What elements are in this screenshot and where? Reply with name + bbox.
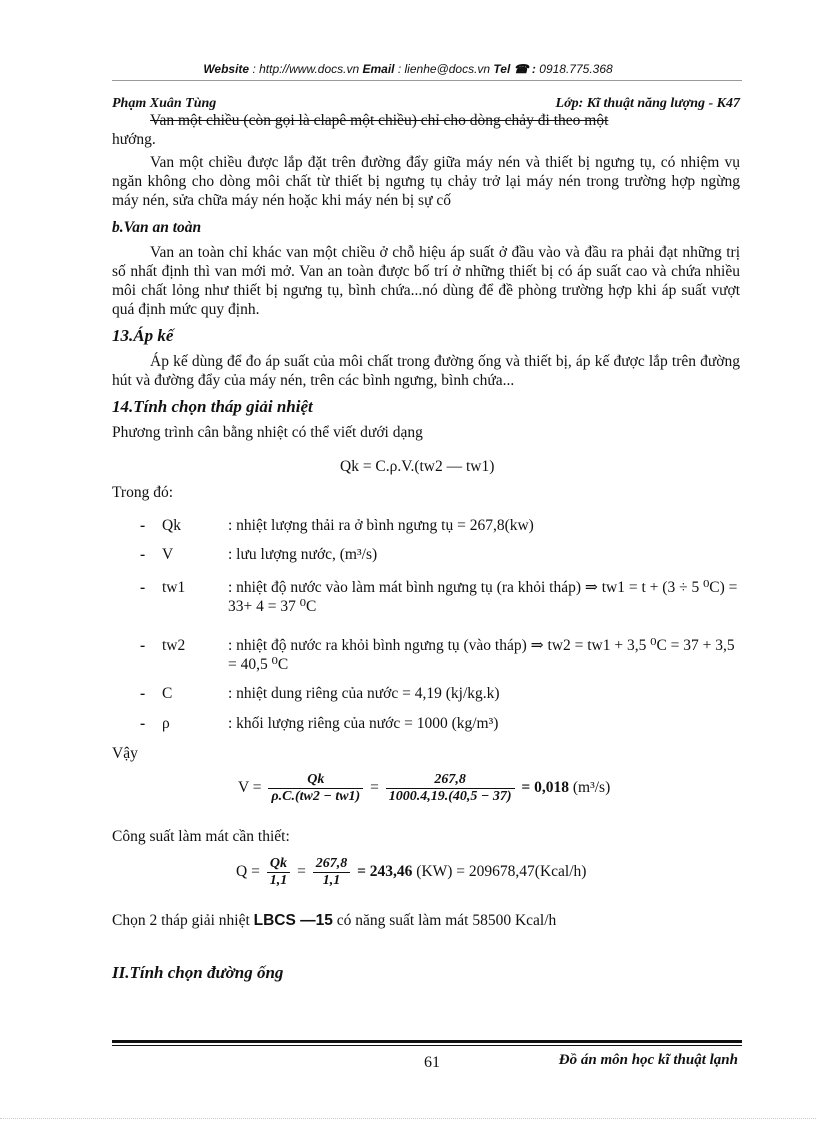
footer-rule-thin	[112, 1045, 742, 1046]
eq2-f2-den: 1000.4,19.(40,5 − 37)	[388, 789, 512, 804]
list-item-symbol: ρ	[162, 715, 170, 732]
dash-bullet: -	[140, 685, 146, 702]
trong-do-label: Trong đó:	[112, 484, 174, 501]
page-edge-dotted	[0, 1118, 816, 1119]
list-item	[140, 684, 745, 703]
eq3-lhs: Q =	[236, 863, 260, 881]
eq2-f2-num: 267,8	[386, 772, 515, 789]
chon-model: LBCS —15	[253, 912, 333, 929]
list-item	[140, 545, 745, 564]
list-item-desc: : nhiệt độ nước ra khỏi bình ngưng tụ (vào tháp) ⇒ tw2 = tw1 + 3,5 ⁰C = 37 + 3,5 = 40,5 ⁰C	[228, 637, 735, 673]
eq3-f1-num: Qk	[267, 856, 291, 873]
list-item-desc: : lưu lượng nước, (m³/s)	[228, 546, 378, 563]
equation-1: Qk = C.ρ.V.(tw2 — tw1)	[340, 458, 495, 475]
footer-title: Đồ án môn học kĩ thuật lạnh	[558, 1052, 738, 1068]
eq2-fraction-1	[268, 772, 363, 805]
overlap-line: Van một chiều (còn gọi là clapê một chiều) chỉ cho dòng chảy đi theo một	[150, 112, 609, 129]
list-item-symbol: Qk	[162, 517, 181, 534]
email-label: Email	[362, 62, 395, 76]
chon-pre: Chọn 2 tháp giải nhiệt	[112, 912, 254, 929]
paragraph-2	[112, 243, 740, 319]
eq2-f1-num: Qk	[268, 772, 363, 789]
list-item	[140, 636, 745, 674]
dash-bullet: -	[140, 715, 146, 732]
email-value[interactable]: : lienhe@docs.vn	[394, 62, 494, 76]
eq2-unit: (m³/s)	[572, 779, 611, 797]
eq2-fraction-2	[386, 772, 515, 805]
heading-thap-giai-nhiet: 14.Tính chọn tháp giải nhiệt	[112, 397, 313, 416]
heading-ap-ke: 13.Áp kế	[112, 326, 174, 345]
paragraph-4: Phương trình cân bằng nhiệt có thể viết dưới dạng	[112, 424, 423, 441]
list-item-desc: : nhiệt dung riêng của nước = 4,19 (kj/kg.k)	[228, 685, 500, 702]
tel-value: 0918.775.368	[535, 62, 613, 76]
equation-3: Q = $\frac{Qk}{1,1}$ = $\frac{267,8}{1,1}$ = 243,46 (KW) = 209678,47(Kcal/h)	[236, 856, 587, 888]
list-item-symbol: V	[162, 546, 174, 563]
eq3-f1-den: 1,1	[269, 873, 288, 888]
website-line	[0, 62, 816, 76]
eq3-fraction-2	[313, 856, 351, 889]
page-number: 61	[424, 1054, 440, 1071]
paragraph-3-text: Áp kế dùng để đo áp suất của môi chất trong đường ống và thiết bị, áp kế được lắp trên đường hút và đường đẩy của máy nén, trên các bình ngưng, bình chứa...	[112, 353, 740, 389]
list-item-symbol: tw1	[162, 579, 186, 596]
list-item-symbol: C	[162, 685, 173, 702]
eq2-result: = 0,018	[521, 779, 569, 797]
eq3-f2-den: 1,1	[322, 873, 341, 888]
header-divider	[112, 80, 742, 81]
dash-bullet: -	[140, 546, 146, 563]
list-item-desc: : nhiệt độ nước vào làm mát bình ngưng tụ (ra khỏi tháp) ⇒ tw1 = t + (3 ÷ 5 ⁰C) = 33+ 4 = 37 ⁰C	[228, 579, 738, 615]
paragraph-2-text: Van an toàn chỉ khác van một chiều ở chỗ hiệu áp suất ở đầu vào và đầu ra phải đạt những trị số nhất định thì van mới mở. Van an toàn được bố trí ở những thiết bị có áp suất cao và chứa nhiều môi chất lỏng như thiết bị ngưng tụ, bình chứa...nó dùng để đề phòng trường hợp khi áp suất vượt quá định mức quy định.	[112, 244, 740, 318]
website-label: Website	[203, 62, 250, 76]
overlap-line-cont: hướng.	[112, 131, 156, 148]
class-name: Lớp: Kĩ thuật năng lượng - K47	[555, 96, 740, 111]
paragraph-1-text: Van một chiều được lắp đặt trên đường đẩy giữa máy nén và thiết bị ngưng tụ, có nhiệm vụ ngăn không cho dòng môi chất từ thiết bị ngưng tụ chảy trở lại máy nén trong trường hợp ngừng máy nén, sửa chữa máy nén hoặc khi máy nén bị sự cố	[112, 154, 740, 209]
chon-thap-line	[112, 912, 556, 930]
eq3-result: = 243,46	[357, 863, 413, 881]
list-item-desc: : nhiệt lượng thải ra ở bình ngưng tụ = 267,8(kw)	[228, 517, 534, 534]
tel-label: Tel ☎ :	[493, 62, 536, 76]
equation-2: V = $\frac{Qk}{\rho.C.(tw2 - tw1)}$ = $\frac{267,8}{1000.4,19.(40,5 - 37)}$ = 0,018 (m³/s)	[238, 772, 611, 804]
footer-rule-thick	[112, 1040, 742, 1043]
eq2-lhs: V =	[238, 779, 262, 797]
chon-post: có năng suất làm mát 58500 Kcal/h	[332, 912, 557, 929]
heading-duong-ong: II.Tính chọn đường ống	[112, 963, 284, 982]
overlap-paragraph	[112, 111, 740, 149]
vay-label: Vậy	[112, 745, 138, 762]
list-item	[140, 578, 745, 616]
dash-bullet: -	[140, 517, 146, 534]
eq2-f1-den: ρ.C.(tw2 − tw1)	[271, 789, 361, 804]
list-item	[140, 516, 745, 535]
author-name: Phạm Xuân Tùng	[112, 96, 217, 111]
dash-bullet: -	[140, 579, 146, 596]
eq3-f2-num: 267,8	[313, 856, 351, 873]
eq3-fraction-1	[267, 856, 291, 889]
paragraph-1	[112, 153, 740, 210]
dash-bullet: -	[140, 637, 146, 654]
list-item	[140, 714, 745, 733]
cong-suat-label: Công suất làm mát cần thiết:	[112, 828, 290, 845]
website-value[interactable]: : http://www.docs.vn	[249, 62, 363, 76]
list-item-desc: : khối lượng riêng của nước = 1000 (kg/m³)	[228, 715, 499, 732]
paragraph-3	[112, 352, 740, 390]
list-item-symbol: tw2	[162, 637, 186, 654]
eq3-tail: (KW) = 209678,47(Kcal/h)	[416, 863, 587, 881]
heading-van-an-toan: b.Van an toàn	[112, 219, 202, 236]
